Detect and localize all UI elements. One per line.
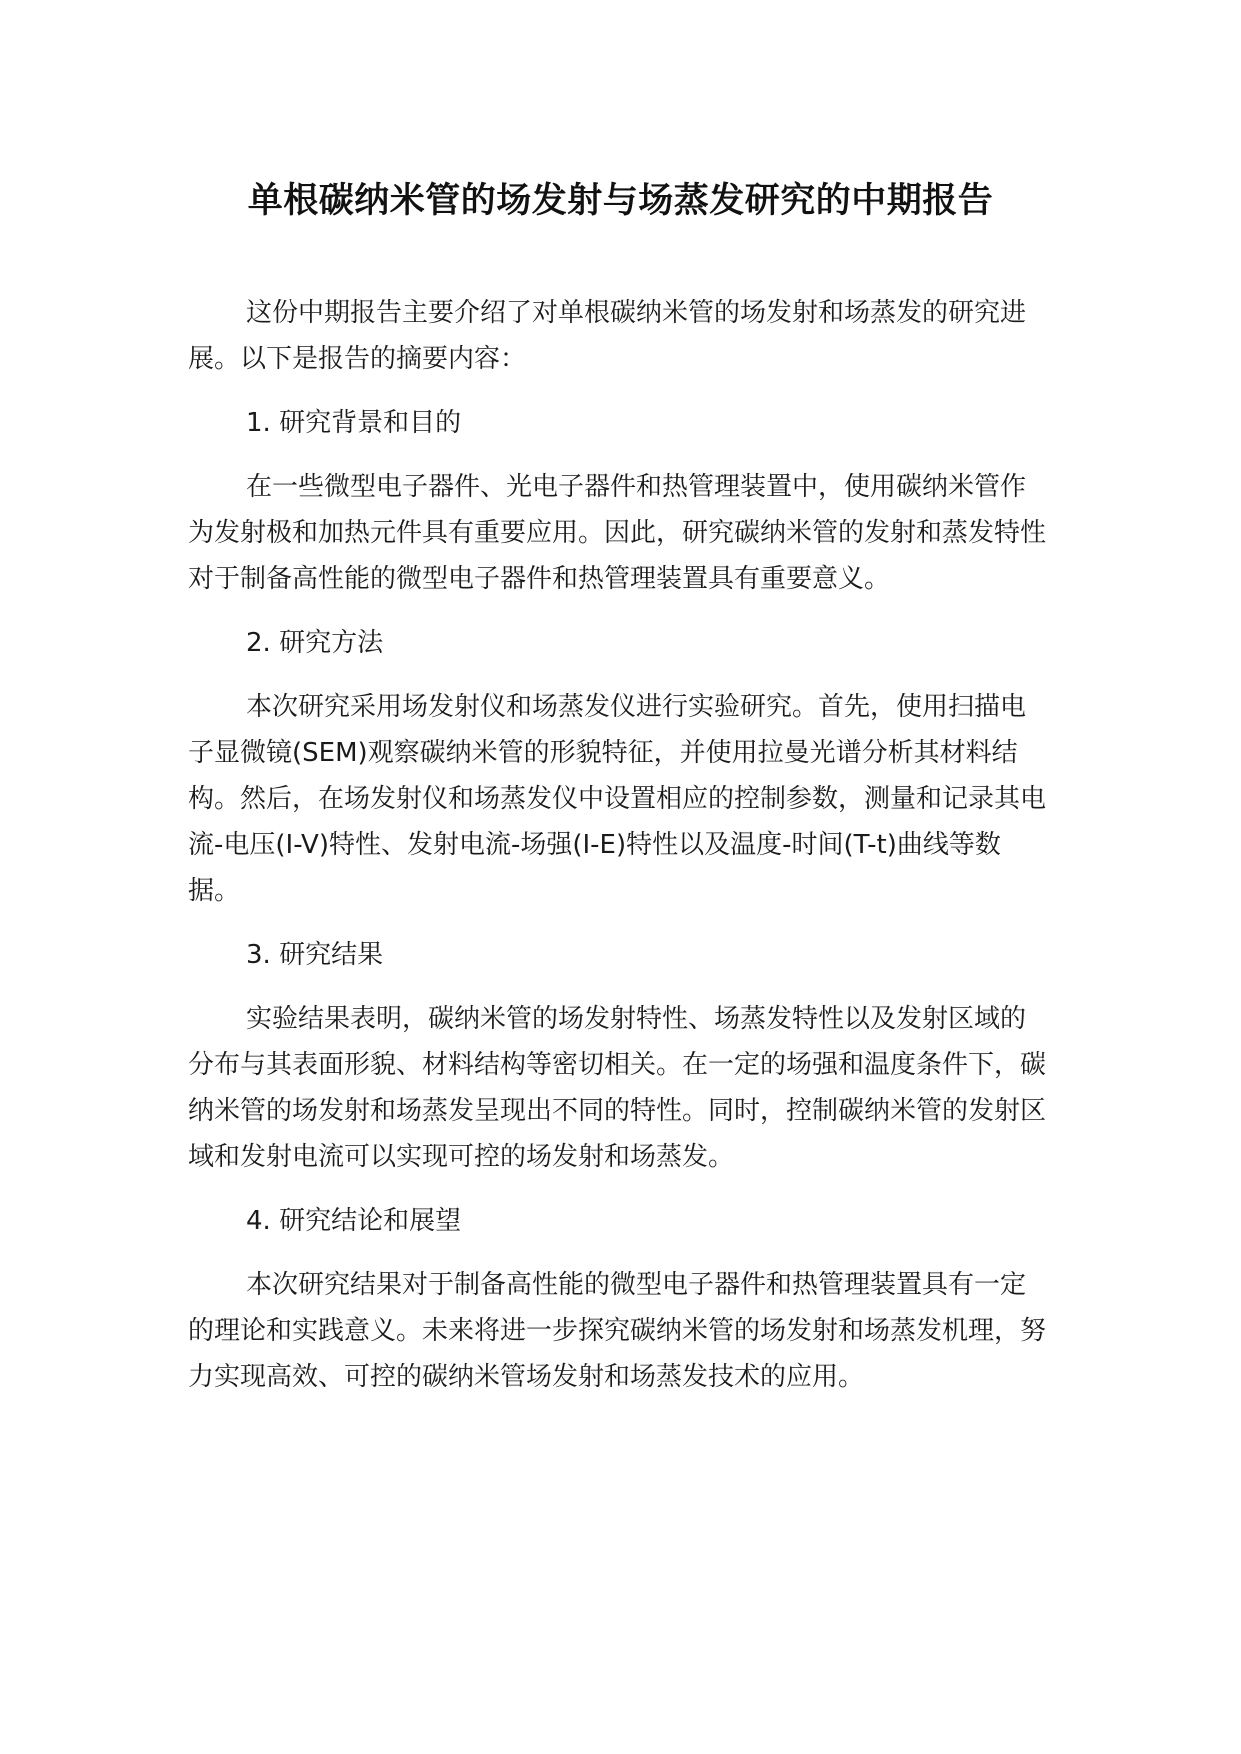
section-body-method: 本次研究采用场发射仪和场蒸发仪进行实验研究。首先，使用扫描电子显微镜(SEM)观察碳纳米管的形貌特征，并使用拉曼光谱分析其材料结构。然后，在场发射仪和场蒸发仪中设置相应的控制参数，测量和记录其电流-电压(I-V)特性、发射电流-场强(I-E)特性以及温度-时间(T-t)曲线等数据。 [188, 692, 1047, 906]
document-title: 单根碳纳米管的场发射与场蒸发研究的中期报告 [247, 181, 994, 221]
section-body-conclusion: 本次研究结果对于制备高性能的微型电子器件和热管理装置具有一定的理论和实践意义。未来将进一步探究碳纳米管的场发射和场蒸发机理，努力实现高效、可控的碳纳米管场发射和场蒸发技术的应用。 [188, 1270, 1047, 1392]
section-heading-conclusion: 4. 研究结论和展望 [246, 1206, 462, 1236]
section-body-background: 在一些微型电子器件、光电子器件和热管理装置中，使用碳纳米管作为发射极和加热元件具有重要应用。因此，研究碳纳米管的发射和蒸发特性对于制备高性能的微型电子器件和热管理装置具有重要意义。 [188, 472, 1047, 594]
intro-paragraph: 这份中期报告主要介绍了对单根碳纳米管的场发射和场蒸发的研究进展。以下是报告的摘要内容： [188, 298, 1027, 374]
section-heading-method: 2. 研究方法 [246, 628, 384, 658]
section-heading-background: 1. 研究背景和目的 [246, 408, 462, 438]
section-heading-results: 3. 研究结果 [246, 940, 384, 970]
document-body [188, 290, 1048, 1418]
section-body-results: 实验结果表明，碳纳米管的场发射特性、场蒸发特性以及发射区域的分布与其表面形貌、材料结构等密切相关。在一定的场强和温度条件下，碳纳米管的场发射和场蒸发呈现出不同的特性。同时，控制碳纳米管的发射区域和发射电流可以实现可控的场发射和场蒸发。 [188, 1004, 1047, 1172]
